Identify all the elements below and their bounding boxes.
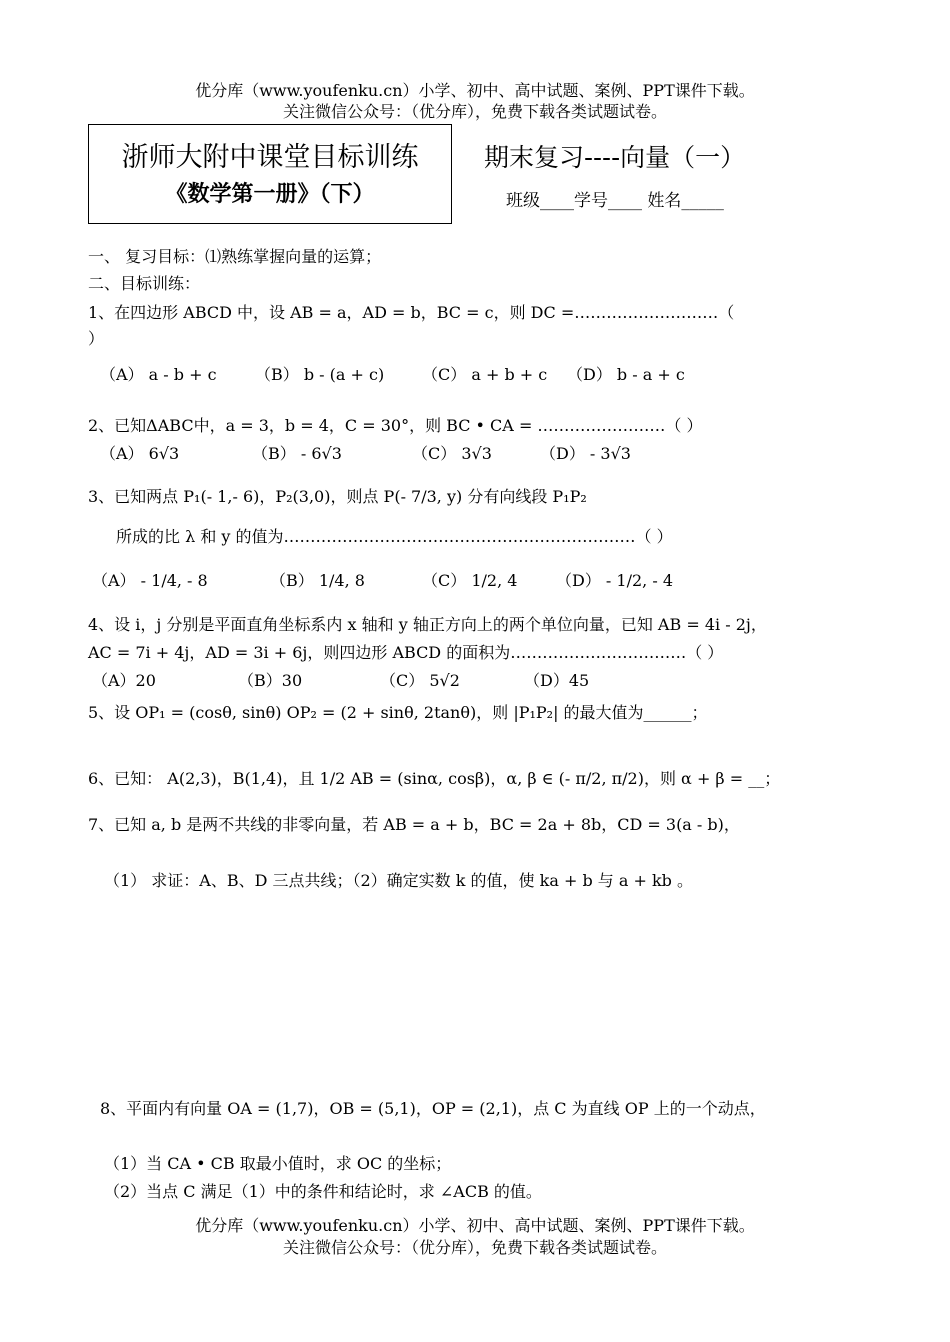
q2-text: 2、已知ΔABC中，a = 3，b = 4，C = 30°，则 BC • CA = ……………………（ ）: [88, 416, 703, 435]
title-box: [88, 124, 452, 224]
q4-option-c: （C） 5√2: [380, 671, 460, 690]
footer-line-1: 优分库（www.youfenku.cn）小学、初中、高中试题、案例、PPT课件下载。: [195, 1216, 755, 1235]
q7-text: 7、已知 a, b 是两不共线的非零向量，若 AB = a + b，BC = 2a + 8b，CD = 3(a - b)，: [88, 815, 740, 834]
q8-text: 8、平面内有向量 OA = (1,7)，OB = (5,1)，OP = (2,1)，点 C 为直线 OP 上的一个动点，: [100, 1099, 766, 1118]
q6-text: 6、已知： A(2,3)，B(1,4)，且 1/2 AB = (sinα, cosβ)，α, β ∈ (- π/2, π/2)，则 α + β = __；: [88, 769, 781, 788]
q1-option-a: （A） a - b + c: [100, 365, 217, 384]
q2-option-c: （C） 3√3: [412, 444, 492, 463]
q2-option-d: （D） - 3√3: [540, 444, 631, 463]
q1-option-c: （C） a + b + c: [422, 365, 548, 384]
section-1: 一、 复习目标：⑴熟练掌握向量的运算；: [88, 247, 382, 266]
q8-sub-2: （2）当点 C 满足（1）中的条件和结论时，求 ∠ACB 的值。: [104, 1182, 542, 1201]
book-title: 《数学第一册》（下）: [165, 182, 375, 207]
q3-text: 3、已知两点 P₁(- 1,- 6)，P₂(3,0)，则点 P(- 7/3, y) 分有向线段 P₁P₂: [88, 487, 587, 506]
footer-line-2: 关注微信公众号：（优分库），免费下载各类试题试卷。: [282, 1238, 667, 1257]
q3-option-c: （C） 1/2, 4: [422, 571, 518, 590]
q2-option-b: （B） - 6√3: [252, 444, 342, 463]
q5-text: 5、设 OP₁ = (cosθ, sinθ) OP₂ = (2 + sinθ, 2tanθ)，则 |P₁P₂| 的最大值为______；: [88, 703, 708, 722]
q3-text-2: 所成的比 λ 和 y 的值为…………………………………………………………（ ）: [116, 527, 673, 546]
q1-option-d: （D） b - a + c: [567, 365, 685, 384]
header-line-1: 优分库（www.youfenku.cn）小学、初中、高中试题、案例、PPT课件下载。: [195, 81, 755, 100]
q4-text-2: AC = 7i + 4j，AD = 3i + 6j，则四边形 ABCD 的面积为……………………………（ ）: [88, 643, 724, 662]
section-2: 二、目标训练：: [88, 274, 201, 293]
q2-option-a: （A） 6√3: [100, 444, 180, 463]
q4-text: 4、设 i，j 分别是平面直角坐标系内 x 轴和 y 轴正方向上的两个单位向量，已知 AB = 4i - 2j，: [88, 615, 767, 634]
q3-option-b: （B） 1/4, 8: [270, 571, 365, 590]
q3-option-a: （A） - 1/4, - 8: [92, 571, 208, 590]
q4-option-d: （D）45: [524, 671, 590, 690]
student-info: 班级____学号____ 姓名_____: [506, 191, 724, 211]
q4-option-a: （A）20: [92, 671, 156, 690]
q8-sub-1: （1）当 CA • CB 取最小值时，求 OC 的坐标；: [104, 1154, 452, 1173]
exam-title: 期末复习----向量（一）: [484, 143, 746, 172]
school-title: 浙师大附中课堂目标训练: [121, 142, 419, 173]
header-line-2: 关注微信公众号：（优分库），免费下载各类试题试卷。: [282, 102, 667, 121]
q1-text: 1、在四边形 ABCD 中，设 AB = a，AD = b，BC = c，则 DC =………………………（: [88, 303, 735, 322]
q3-option-d: （D） - 1/2, - 4: [556, 571, 674, 590]
q1-option-b: （B） b - (a + c): [255, 365, 385, 384]
q4-option-b: （B）30: [238, 671, 303, 690]
q7-text-2: （1） 求证：A、B、D 三点共线；（2）确定实数 k 的值，使 ka + b 与 a + kb 。: [104, 871, 693, 890]
q1-paren: ）: [88, 329, 105, 348]
